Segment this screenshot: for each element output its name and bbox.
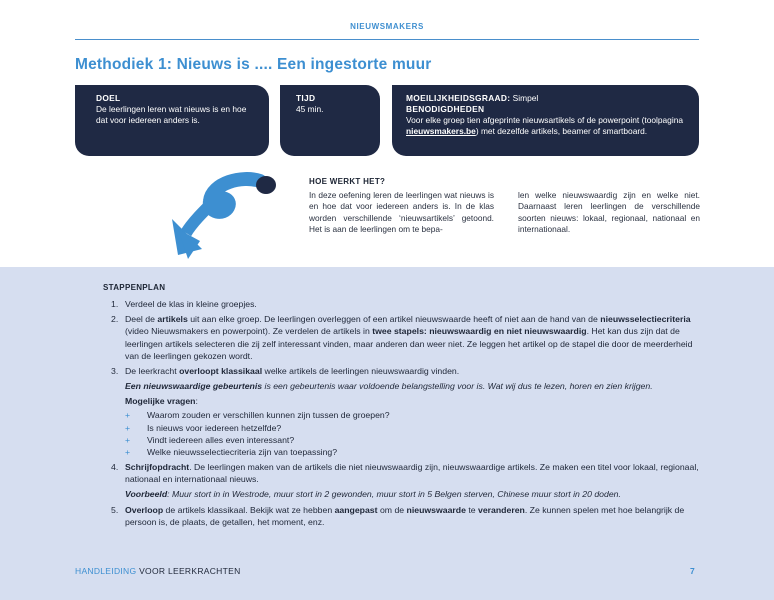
moeilijkheid-value: Simpel xyxy=(510,93,539,103)
step-5: 5. Overloop de artikels klassikaal. Bekijk wat ze hebben aangepast om de nieuwswaarde te veranderen. Ze kunnen spelen met hoe belangrijk de persoon is, de plaats, de getallen, het moment, enz. xyxy=(111,504,685,527)
plus-icon: + xyxy=(125,422,131,433)
step-1: 1. Verdeel de klas in kleine groepjes. xyxy=(111,299,257,309)
plus-icon: + xyxy=(125,446,131,457)
benodigdheden-heading: BENODIGDHEDEN xyxy=(406,103,485,114)
nieuwsmakers-link[interactable]: nieuwsmakers.be xyxy=(406,125,476,136)
list-item: + Vindt iedereen alles even interessant? xyxy=(125,434,295,445)
list-item: + Is nieuws voor iedereen hetzelfde? xyxy=(125,422,282,433)
step-2: 2. Deel de artikels uit aan elke groep. De leerlingen overleggen of een artikel nieuwswaarde heeft of niet aan de hand van de nieuwsselectiecriteria (video Nieuwsmakers en powerpoint). Ze verdelen de artikels in twee stapels: nieuwswaardig en niet nieuwswaardig. Het kan dus zijn dat de leerlingen artikels selecteren die zij zelf interessant vinden, maar anderen dan weer niet. Ze leggen het artikel op de stapel die door de meerderheid van de leerlingen gekozen wordt. xyxy=(111,314,693,361)
hoe-werkt-het-col1: In deze oefening leren de leerlingen wat nieuws is en hoe dat voor iedereen anders is. In de klas worden verschillende ‘nieuwsartikels’ getoond. Het is aan de leerlingen om te bepa- xyxy=(309,190,494,235)
header-brand: NIEUWSMAKERS xyxy=(350,22,424,31)
step-4: 4. Schrijfopdracht. De leerlingen maken van de artikels die niet nieuwswaardig zijn, nieuwswaardige artikels. Ze maken een titel voor lokaal, regionaal, nationaal en internationaal nieuws. xyxy=(111,462,699,485)
curled-arrow-icon xyxy=(172,171,297,266)
tijd-heading: TIJD xyxy=(296,93,316,103)
page-number: 7 xyxy=(690,566,695,576)
stappenplan-list xyxy=(111,298,701,531)
tijd-box xyxy=(280,85,380,156)
list-item: + Waarom zouden er verschillen kunnen zijn tussen de groepen? xyxy=(125,410,390,421)
nieuwswaardige-definitie: Een nieuwswaardige gebeurtenis is een gebeurtenis waar voldoende belangstelling voor is. Wat wij dus te lezen, horen en zien krijgen. xyxy=(125,381,653,392)
step-3: 3. De leerkracht overloopt klassikaal welke artikels de leerlingen nieuwswaardig vinden. xyxy=(111,365,460,376)
header-divider xyxy=(75,39,699,40)
page-title: Methodiek 1: Nieuws is .... Een ingestorte muur xyxy=(75,56,432,73)
vragen-list xyxy=(125,409,701,458)
plus-icon: + xyxy=(125,434,131,445)
voorbeeld-text: Voorbeeld: Muur stort in in Westrode, muur stort in 2 gewonden, muur stort in 5 Belgen sterven, Chinese muur stort in 20 doden. xyxy=(125,489,621,500)
tijd-text: 45 min. xyxy=(296,103,324,114)
footer-title: HANDLEIDING VOOR LEERKRACHTEN xyxy=(75,566,241,576)
mogelijke-vragen-heading: Mogelijke vragen: xyxy=(125,396,198,407)
plus-icon: + xyxy=(125,410,131,421)
doel-box xyxy=(75,85,269,156)
hoe-werkt-het-col2: len welke nieuwswaardig zijn en welke niet. Daarnaast leren leerlingen de verschillende soorten nieuws: lokaal, regionaal, nationaal en internationaal. xyxy=(518,190,700,235)
doel-heading: DOEL xyxy=(96,93,121,103)
hoe-werkt-het-heading: HOE WERKT HET? xyxy=(309,177,386,186)
benodigdheden-text: Voor elke groep tien afgeprinte nieuwsartikels of de powerpoint (toolpagina nieuwsmakers.be) met dezelfde artikels, beamer of smartboard. xyxy=(406,114,684,136)
list-item: + Welke nieuwsselectiecriteria zijn van toepassing? xyxy=(125,446,338,457)
moeilijkheid-box xyxy=(392,85,699,156)
doel-text: De leerlingen leren wat nieuws is en hoe dat voor iedereen anders is. xyxy=(96,103,247,125)
stappenplan-heading: STAPPENPLAN xyxy=(103,283,166,292)
moeilijkheid-heading: MOEILIJKHEIDSGRAAD: xyxy=(406,93,511,103)
